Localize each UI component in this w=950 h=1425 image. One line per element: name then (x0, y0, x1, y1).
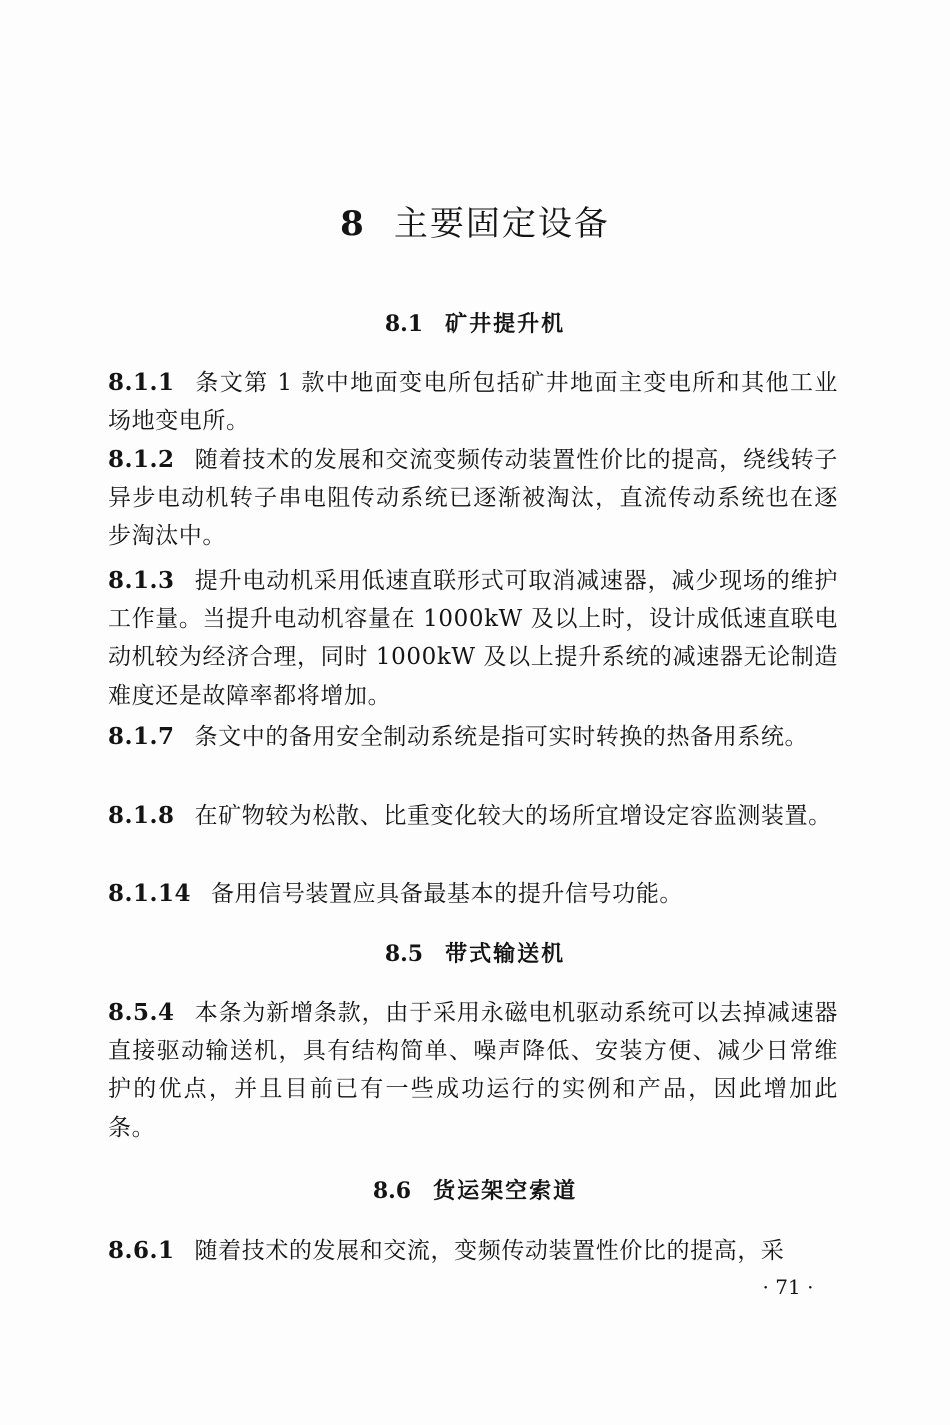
clause-text: 条文第 1 款中地面变电所包括矿井地面主变电所和其他工业场地变电所。 (108, 370, 838, 435)
clause-number: 8.1.1 (108, 369, 175, 396)
section-title: 带式输送机 (445, 942, 566, 967)
clause-number: 8.5.4 (108, 999, 175, 1026)
clause-8-1-3 (108, 562, 838, 715)
clause-text: 条文中的备用安全制动系统是指可实时转换的热备用系统。 (194, 724, 809, 750)
clause-text: 备用信号装置应具备最基本的提升信号功能。 (211, 881, 684, 907)
clause-8-1-8 (108, 797, 838, 835)
clause-8-6-1 (108, 1232, 838, 1270)
chapter-title: 主要固定设备 (393, 204, 610, 244)
chapter-heading (0, 198, 950, 250)
clause-8-1-14 (108, 875, 838, 913)
section-heading-8-1 (0, 307, 950, 342)
section-title: 货运架空索道 (433, 1179, 578, 1204)
clause-8-1-7 (108, 718, 838, 756)
clause-text: 随着技术的发展和交流变频传动装置性价比的提高，绕线转子异步电动机转子串电阻传动系统已逐渐被淘汰，直流传动系统也在逐步淘汰中。 (108, 447, 838, 550)
clause-number: 8.1.3 (108, 567, 175, 594)
page-number: · 71 · (762, 1275, 814, 1299)
section-number: 8.1 (384, 311, 424, 337)
section-heading-8-6 (0, 1174, 950, 1209)
clause-number: 8.6.1 (108, 1237, 175, 1264)
section-number: 8.5 (384, 941, 424, 967)
clause-number: 8.1.8 (108, 802, 175, 829)
section-heading-8-5 (0, 937, 950, 972)
section-title: 矿井提升机 (445, 312, 566, 337)
chapter-number: 8 (340, 204, 366, 244)
section-number: 8.6 (372, 1178, 412, 1204)
clause-number: 8.1.7 (108, 723, 175, 750)
clause-number: 8.1.2 (108, 446, 175, 473)
clause-8-5-4 (108, 994, 838, 1147)
clause-8-1-1 (108, 364, 838, 440)
clause-number: 8.1.14 (108, 880, 192, 907)
clause-text: 提升电动机采用低速直联形式可取消减速器，减少现场的维护工作量。当提升电动机容量在 1000kW 及以上时，设计成低速直联电动机较为经济合理，同时 1000kW 及以上提升系统的减速器无论制造难度还是故障率都将增加。 (108, 568, 838, 709)
clause-8-1-2 (108, 441, 838, 556)
clause-text: 随着技术的发展和交流，变频传动装置性价比的提高，采 (194, 1238, 785, 1264)
clause-text: 本条为新增条款，由于采用永磁电机驱动系统可以去掉减速器直接驱动输送机，具有结构简单、噪声降低、安装方便、减少日常维护的优点，并且目前已有一些成功运行的实例和产品，因此增加此条。 (108, 1000, 838, 1141)
clause-text: 在矿物较为松散、比重变化较大的场所宜增设定容监测装置。 (194, 803, 832, 829)
